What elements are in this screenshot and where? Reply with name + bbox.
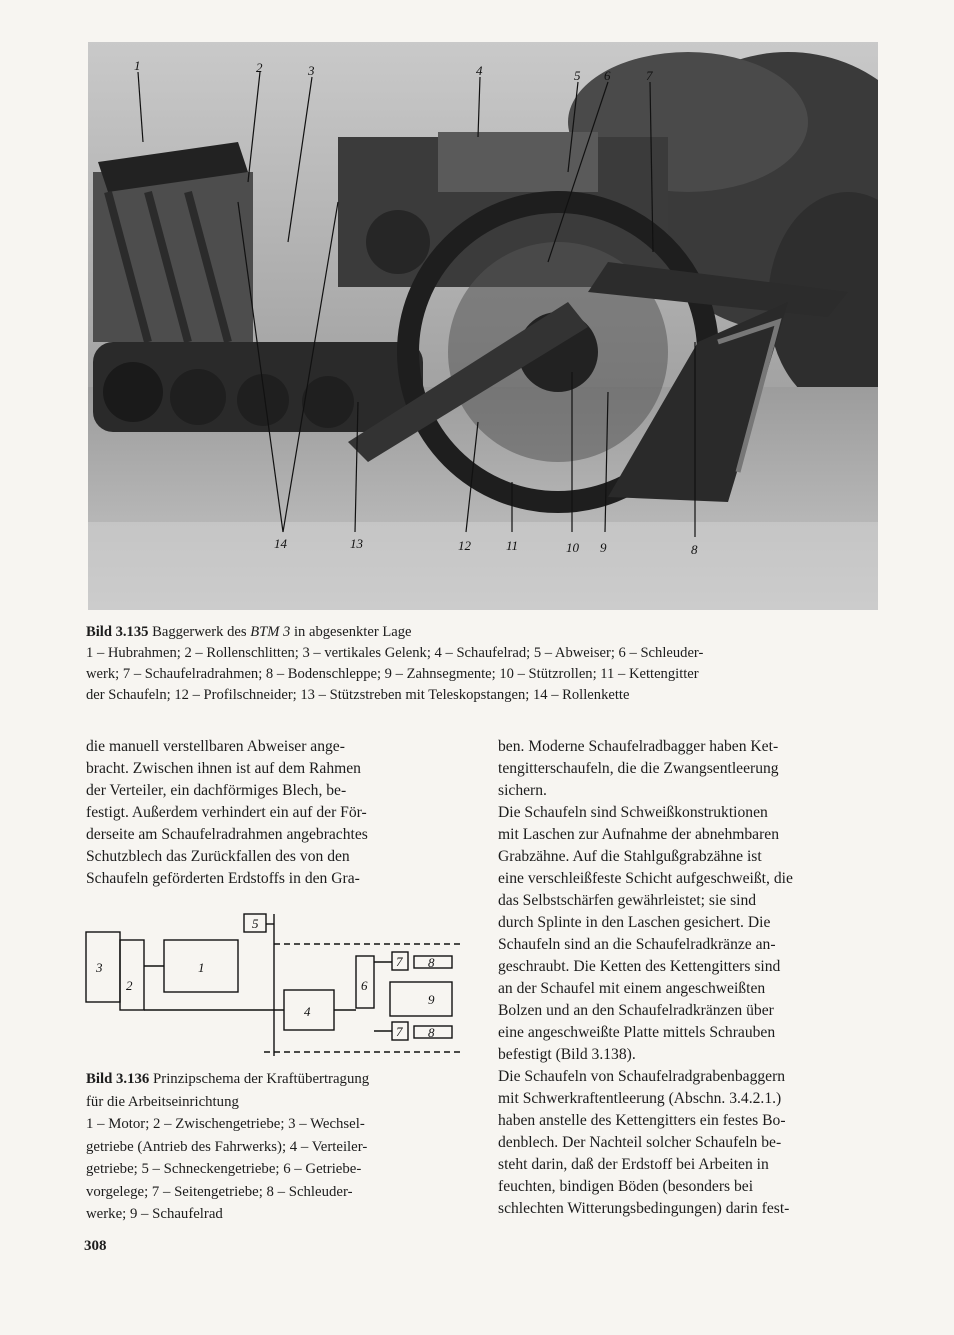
figure-caption-3-136 xyxy=(86,1068,462,1226)
text-line: Schutzblech das Zurückfallen des von den xyxy=(86,848,350,865)
text-line: Grabzähne. Auf die Stahlgußgrabzähne ist xyxy=(498,848,762,865)
text-line: geschraubt. Die Ketten des Kettengitters sind xyxy=(498,958,781,975)
box-label-6: 6 xyxy=(361,978,368,993)
box-label-2: 2 xyxy=(126,978,133,993)
text-line: Schaufeln geförderten Erdstoffs in den Gra- xyxy=(86,870,360,887)
caption-title-italic: BTM 3 xyxy=(250,624,291,640)
callout-10: 10 xyxy=(566,540,579,555)
box-label-8a: 8 xyxy=(428,955,435,970)
text-line: feuchten, bindigen Böden (besonders bei xyxy=(498,1178,754,1195)
text-line: derseite am Schaufelradrahmen angebrachtes xyxy=(86,826,368,843)
box-label-8b: 8 xyxy=(428,1025,435,1040)
caption-label: Bild 3.135 xyxy=(86,624,149,640)
text-line: sichern. xyxy=(498,782,547,799)
text-line: festigt. Außerdem verhindert ein auf der För- xyxy=(86,804,367,821)
text-line: ben. Moderne Schaufelradbagger haben Ket- xyxy=(498,738,779,755)
text-line: der Verteiler, ein dachförmiges Blech, be- xyxy=(86,782,347,799)
caption-line: 1 – Hubrahmen; 2 – Rollenschlitten; 3 – vertikales Gelenk; 4 – Schaufelrad; 5 – Abweiser; 6 – Schleuder- xyxy=(86,645,704,661)
text-line: haben anstelle des Kettengitters ein festes Bo- xyxy=(498,1112,786,1129)
caption-line: vorgelege; 7 – Seitengetriebe; 8 – Schleuder- xyxy=(86,1183,353,1200)
caption-title-post: in abgesenkter Lage xyxy=(293,624,412,640)
callout-5: 5 xyxy=(574,68,581,83)
callout-7: 7 xyxy=(646,68,653,83)
box-label-9: 9 xyxy=(428,992,435,1007)
caption-line: der Schaufeln; 12 – Profilschneider; 13 – Stützstreben mit Teleskopstangen; 14 – Rollenkette xyxy=(86,687,630,703)
figure-caption-3-135 xyxy=(86,622,878,706)
caption-title xyxy=(86,1068,462,1091)
page-number: 308 xyxy=(84,1238,107,1254)
box-label-4: 4 xyxy=(304,1004,311,1019)
callout-8: 8 xyxy=(691,542,698,557)
caption-title xyxy=(86,622,878,643)
caption-title-pre: Baggerwerk des xyxy=(152,624,247,640)
excavator-photo xyxy=(88,42,878,610)
caption-line: 1 – Motor; 2 – Zwischengetriebe; 3 – Wechsel- xyxy=(86,1116,365,1132)
text-line: steht darin, daß der Erdstoff bei Arbeiten in xyxy=(498,1156,769,1173)
text-line: durch Splinte in den Laschen gesichert. Die xyxy=(498,914,771,931)
text-line: die manuell verstellbaren Abweiser ange- xyxy=(86,738,345,755)
callout-2: 2 xyxy=(256,60,263,75)
box-label-7b: 7 xyxy=(396,1024,403,1039)
box-label-7a: 7 xyxy=(396,954,403,969)
callout-6: 6 xyxy=(604,68,611,83)
callout-4: 4 xyxy=(476,63,483,78)
text-line: mit Laschen zur Aufnahme der abnehmbaren xyxy=(498,826,780,843)
box-label-1: 1 xyxy=(198,960,205,975)
callout-11: 11 xyxy=(506,538,519,553)
text-line: schlechten Witterungsbedingungen) darin fest- xyxy=(498,1200,790,1217)
text-line: an der Schaufel mit einem angeschweißten xyxy=(498,980,766,997)
callout-14: 14 xyxy=(274,536,287,551)
right-column-text xyxy=(498,736,876,1220)
text-line: tengitterschaufeln, die die Zwangsentleerung xyxy=(498,760,779,777)
caption-line: getriebe; 5 – Schneckengetriebe; 6 – Getriebe- xyxy=(86,1161,362,1177)
caption-line: Prinzipschema der Kraftübertragung xyxy=(153,1071,370,1087)
text-line: Bolzen und an den Schaufelradkränzen über xyxy=(498,1002,774,1019)
caption-line: werke; 9 – Schaufelrad xyxy=(86,1206,223,1222)
callout-3: 3 xyxy=(308,63,315,78)
callout-12: 12 xyxy=(458,538,471,553)
power-transmission-schematic xyxy=(84,910,462,1060)
text-line: eine angeschweißte Platte mittels Schrauben xyxy=(498,1024,776,1041)
text-line: eine verschleißfeste Schicht aufgeschweißt, die xyxy=(498,870,793,887)
text-line: Schaufeln sind an die Schaufelradkränze an- xyxy=(498,936,776,953)
box-label-5: 5 xyxy=(252,916,259,931)
text-line: das Selbstschärfen gewährleistet; sie sind xyxy=(498,892,757,909)
text-line: Die Schaufeln sind Schweißkonstruktionen xyxy=(498,804,768,821)
text-line: befestigt (Bild 3.138). xyxy=(498,1046,636,1063)
box-label-3: 3 xyxy=(96,960,103,975)
text-line: mit Schwerkraftentleerung (Abschn. 3.4.2.1.) xyxy=(498,1090,782,1107)
text-line: Die Schaufeln von Schaufelradgrabenbaggern xyxy=(498,1068,786,1085)
caption-line: werk; 7 – Schaufelradrahmen; 8 – Bodenschleppe; 9 – Zahnsegmente; 10 – Stützrollen; 11 – Kettengitter xyxy=(86,666,699,682)
caption-label: Bild 3.136 xyxy=(86,1071,150,1087)
text-line: bracht. Zwischen ihnen ist auf dem Rahmen xyxy=(86,760,361,777)
callout-9: 9 xyxy=(600,540,607,555)
callout-1: 1 xyxy=(134,58,141,73)
caption-line: für die Arbeitseinrichtung xyxy=(86,1093,239,1110)
text-line: denblech. Der Nachteil solcher Schaufeln be- xyxy=(498,1134,782,1151)
left-column-text xyxy=(86,736,460,890)
callout-13: 13 xyxy=(350,536,363,551)
caption-line: getriebe (Antrieb des Fahrwerks); 4 – Verteiler- xyxy=(86,1138,368,1155)
